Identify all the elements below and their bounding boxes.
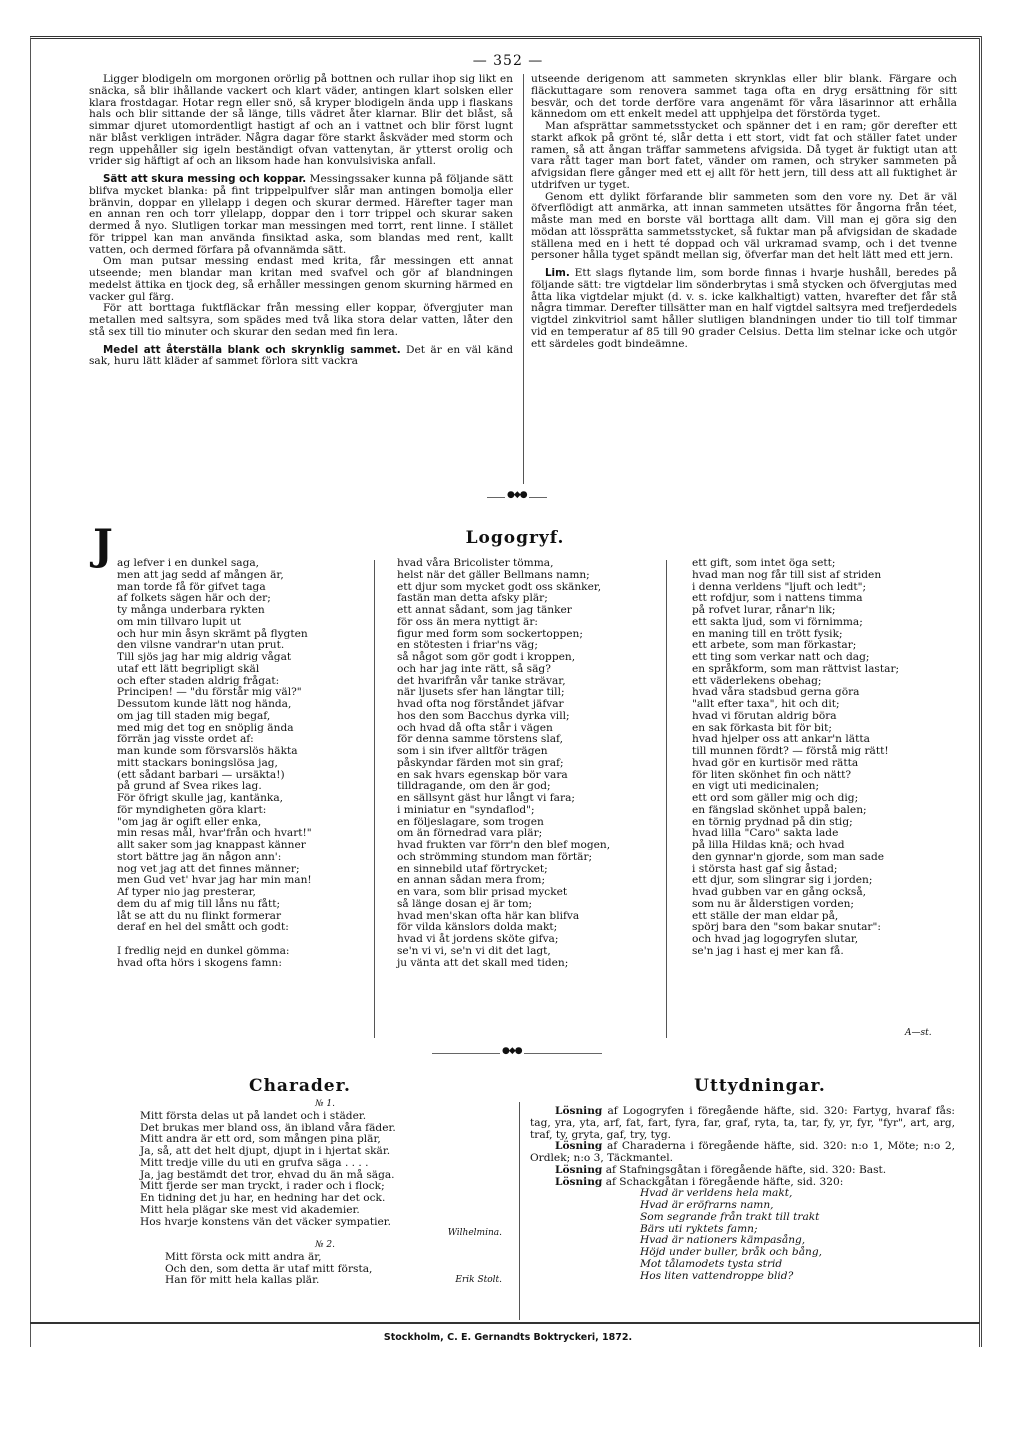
poem-line: ett ord som gäller mig och dig; — [692, 792, 859, 804]
poem-line: förrän jag visste ordet af: — [117, 733, 254, 746]
poem-line: för liten skönhet fin och nätt? — [692, 768, 852, 781]
poem-line: en törnig prydnad på din stig; — [692, 815, 853, 828]
charade-2-lines — [165, 1252, 372, 1287]
poem-divider-2 — [666, 560, 667, 1038]
poem-line: man kunde som försvarslös häkta — [117, 745, 298, 757]
velvet-heading: Medel att återställa blank och skrynklig sammet. — [103, 343, 401, 356]
poem-line: den gynnar'n gjorde, som man sade — [692, 850, 885, 863]
solution-4-head: Lösning — [555, 1175, 603, 1188]
poem-line: hvad vi förutan aldrig böra — [692, 709, 837, 722]
poem-line: en vigt uti medicinalen; — [692, 780, 820, 793]
logogryf-column-3 — [692, 558, 899, 958]
poem-line: som nu är ålderstigen vorden; — [692, 897, 854, 910]
poem-line: och har jag inte rätt, så säg? — [397, 662, 551, 675]
top-right-column — [531, 74, 957, 350]
charader-block — [140, 1099, 510, 1287]
solution-1-text: af Logogryfen i föregående häfte, sid. 320: Fartyg, hvaraf fås: tag, yra, yta, arf, fat, fart, fyra, far, graf, ryta, ta, tar, fy, yr, fyr, "fyr", art, arg, traf, ty, gryta, gaf, try, tyg. — [530, 1105, 955, 1141]
poem-line: ett sakta ljud, som vi förnimma; — [692, 615, 863, 628]
charade-1-signature: Wilhelmina. — [447, 1228, 502, 1239]
verse-line: Höjd under buller, bråk och bång, — [640, 1246, 822, 1258]
solution-logogryf — [530, 1106, 955, 1141]
page-number: — 352 — — [472, 53, 544, 69]
poem-line: och hvad jag logogryfen slutar, — [692, 933, 859, 945]
verse-line: Hvad är nationers kämpasång, — [640, 1234, 806, 1247]
solution-4-text: af Schackgåtan i föregående häfte, sid. 320: — [605, 1175, 844, 1188]
brass-section — [89, 174, 513, 256]
poem-line: för myndigheten göra klart: — [117, 803, 267, 816]
poem-line: se'n jag i hast ej mer kan få. — [692, 944, 844, 957]
charade-line: Ja, jag bestämdt det tror, ehvad du än må säga. — [140, 1168, 395, 1181]
velvet-section — [89, 345, 513, 369]
verse-line: Mot tålamodets tysta strid — [640, 1257, 783, 1270]
poem-line: och hur min åsyn skrämt på flygten — [117, 627, 308, 640]
logogryf-signature: A—st. — [905, 1028, 932, 1038]
poem-line: men att jag sedd af mången är, — [117, 568, 284, 581]
poem-line: en vara, som blir prisad mycket — [397, 886, 568, 898]
poem-line: för vilda känslors dolda makt; — [397, 921, 558, 934]
leech-paragraph: Ligger blodigeln om morgonen orörlig på bottnen och rullar ihop sig likt en snäcka, så blir ihållande vackert och klart väder, antingen klart solsken eller klara frostdagar. Hotar regn eller snö, så kryper blodigeln ända upp i flaskans hals och blir sittande der så länge, tills vädret åter klarnar. Blir det blåst, så simmar djuret utomordentligt hastigt af och an i vattnet och blir först lugnt när blåst verkligen inträder. Några dagar före starkt åskväder med storm och regn uppehåller sig igeln beständigt ofvan vattenytan, är ytterst orolig och vrider sig häftigt af och an liksom hade han konvulsiviska anfall. — [89, 73, 513, 168]
poem-line: fastän man detta afsky plär; — [397, 592, 548, 605]
chess-verse — [530, 1188, 955, 1282]
ornament-1: ●◆● — [507, 490, 527, 500]
poem-line: hvad frukten var förr'n den blef mogen, — [397, 839, 611, 851]
poem-line: ty många underbara rykten — [117, 604, 265, 616]
poem-line: låt se att du nu flinkt formerar — [117, 909, 282, 922]
logogryf-title: Logogryf. — [465, 528, 565, 548]
poem-line: "allt efter taxa", hit och dit; — [692, 698, 840, 710]
charade-line: Mitt fjerde ser man tryckt, i rader och i flock; — [140, 1180, 385, 1193]
poem-line: min resas mål, hvar'från och hvart!" — [117, 827, 312, 840]
poem-line: en sällsynt gäst hur långt vi fara; — [397, 792, 575, 804]
poem-line: en språkform, som man rättvist lastar; — [692, 662, 900, 675]
brass-text-1: Messingssaker kunna på följande sätt blifva mycket blanka: på fint trippelpulfver slår man antingen bomolja eller bränvin, doppar en yllelapp i degen och skurar dermed. Härefter tager man en annan ren och torr yllelapp, doppar den i torr trippel och skurar saken dermed å nyo. Slutligen torkar man messingen med torrt, rent linne. I stället för trippel kan man använda finsiktad aska, som blandas med rent, kallt vatten, och dermed förfara på ofvannämda sätt. — [89, 173, 514, 256]
poem-line: "om jag är ogift eller enka, — [117, 815, 262, 828]
charade-2-label: № 2. — [315, 1240, 335, 1250]
verse-line: Bärs uti ryktets famn; — [640, 1222, 758, 1235]
brass-text-2: Om man putsar messing endast med krita, får messingen ett annat utseende; men blandar man kritan med svafvel och gör af blandningen medelst ättika en tjock deg, så erhåller messingen genom skurning härmed en vacker gul färg. — [89, 255, 513, 303]
solution-1-head: Lösning — [555, 1105, 603, 1117]
verse-line: Hvad är eröfrarns namn, — [640, 1199, 774, 1211]
poem-line: till munnen fördt? — förstå mig rätt! — [692, 745, 889, 757]
poem-line: en sinnebild utaf förtrycket; — [397, 862, 548, 875]
poem-line: hvad våra stadsbud gerna göra — [692, 686, 860, 699]
poem-line: men Gud vet' hvar jag har min man! — [117, 874, 312, 887]
verse-line: Hos liten vattendroppe blid? — [640, 1269, 794, 1282]
solution-3-text: af Stafningsgåtan i föregående häfte, sid. 320: Bast. — [605, 1163, 887, 1176]
poem-line: i miniatur en "syndaflod"; — [397, 803, 535, 816]
solution-2-text: af Charaderna i föregående häfte, sid. 320: n:o 1, Möte; n:o 2, Ordlek; n:o 3, Täckmantel. — [530, 1140, 955, 1164]
printer-imprint: Stockholm, C. E. Gernandts Boktryckeri, 1872. — [383, 1332, 633, 1343]
poem-line: ag lefver i en dunkel saga, — [117, 557, 260, 569]
poem-line: ett gift, som intet öga sett; — [692, 557, 836, 569]
poem-line: så länge dosan ej är tom; — [397, 897, 533, 910]
solutions-block — [530, 1106, 955, 1282]
poem-line: stort bättre jag än någon ann': — [117, 850, 282, 863]
brass-heading: Sätt att skura messing och koppar. — [103, 173, 307, 185]
poem-line: ett djur, som slingrar sig i jorden; — [692, 874, 873, 887]
charade-line: Han för mitt hela kallas plär. — [165, 1274, 320, 1287]
poem-line: en följeslagare, som trogen — [397, 815, 544, 828]
poem-line: (ett sådant barbari — ursäkta!) — [117, 768, 285, 781]
velvet-alternative: Genom ett dylikt förfarande blir sammeten som den vore ny. Det är väl öfverflödigt att anmärka, att innan sammeten utsättes för ångorna från téet, måste man med en borste väl borttaga allt dam. Vill man ej göra sig den mödan att lössprätta sammetsstycket, så fuktar man på afvigsidan de skadade ställena med en i hett té doppad och väl urkramad svamp, och i det tvenne personer hålla tyget spändt mellan sig, öfverfar man det helt lätt med ett jern. — [531, 190, 957, 262]
poem-line — [117, 934, 312, 946]
poem-line: hvad hjelper oss att ankar'n lätta — [692, 733, 870, 746]
glue-text: Ett slags flytande lim, som borde finnas i hvarje hushåll, beredes på följande sätt: tre vigtdelar lim sönderbrytas i små stycken och öfvergjutas med åtta lika vigtdelar mjukt (d. v. s. icke kalkhaltigt) vatten, hvarefter det får stå några timmar. Derefter tillsätter man en half vigtdel saltsyra med trefjerdedels vigtdel zinkvitriol samt håller slutligen blandningen under tio till tolf timmar vid en temperatur af 85 till 90 grader Celsius. Detta lim stelnar icke och utgör ett särdeles godt bindeämne. — [531, 267, 957, 350]
poem-line: på grund af Svea rikes lag. — [117, 780, 262, 793]
charade-line: En tidning det ju har, en hedning har det ock. — [140, 1192, 386, 1204]
uttydningar-title: Uttydningar. — [694, 1076, 826, 1096]
poem-line: helst när det gäller Bellmans namn; — [397, 568, 590, 581]
charader-title: Charader. — [249, 1076, 351, 1096]
poem-line: ett ställe der man eldar på, — [692, 909, 839, 922]
ornament-2: ●◆● — [502, 1046, 522, 1056]
poem-line: hvad men'skan ofta här kan blifva — [397, 909, 580, 922]
poem-line: en stötesten i friar'ns väg; — [397, 639, 538, 652]
poem-line: en annan sådan mera from; — [397, 874, 546, 887]
poem-line: den vilsne vandrar'n utan prut. — [117, 639, 285, 652]
footer-rule — [30, 1322, 980, 1324]
poem-line: i denna verldens "ljuft och ledt"; — [692, 580, 867, 593]
poem-line: se'n vi vi, se'n vi dit det lagt, — [397, 944, 551, 957]
poem-line: Principen! — "du förstår mig väl?" — [117, 686, 302, 699]
poem-line: spörj bara den "som bakar snutar": — [692, 921, 881, 934]
glue-section — [531, 268, 957, 350]
poem-line: med mig det tog en snöplig ända — [117, 721, 294, 734]
poem-line: Af typer nio jag presterar, — [117, 886, 256, 898]
poem-line: mitt stackars boningslösa jag, — [117, 756, 278, 769]
poem-divider-1 — [374, 560, 375, 1038]
poem-line: af folkets sägen här och der; — [117, 592, 271, 605]
poem-line: om min tillvaro lupit ut — [117, 615, 242, 628]
charade-line: Hos hvarje konstens vän det väcker sympatier. — [140, 1215, 392, 1228]
verse-line: Som segrande från trakt till trakt — [640, 1210, 820, 1223]
charade-line: Mitt första ock mitt andra är, — [165, 1250, 322, 1263]
poem-line: utaf ett lätt begripligt skäl — [117, 662, 260, 675]
solution-2-head: Lösning — [555, 1140, 603, 1153]
poem-line: en fängslad skönhet uppå balen; — [692, 803, 867, 816]
top-left-column — [89, 74, 513, 368]
poem-line: hvad ofta hörs i skogens famn: — [117, 956, 282, 969]
charade-2-signature: Erik Stolt. — [455, 1275, 502, 1286]
poem-line: en maning till en trött fysik; — [692, 627, 843, 640]
brass-text-3: För att borttaga fuktfläckar från messing eller koppar, öfvergjuter man metallen med saltsyra, som spädes med två lika stora delar vatten, låter den stå sex till tio minuter och skurar den sedan med fin lera. — [89, 302, 513, 338]
poem-line: hvad ofta nog förståndet jäfvar — [397, 698, 564, 710]
velvet-text: Det är en väl känd sak, huru lätt kläder af sammet förlora sitt vackra — [89, 343, 513, 368]
poem-line: I fredlig nejd en dunkel gömma: — [117, 944, 290, 957]
poem-line: ett djur som mycket godt oss skänker, — [397, 580, 602, 593]
charade-line: Mitt hela plägar ske mest vid akademier. — [140, 1203, 360, 1216]
poem-line: det hvarifrån vår tanke strävar, — [397, 674, 566, 687]
verse-line: Hvad är verldens hela makt, — [640, 1187, 793, 1200]
poem-line: hvad lilla "Caro" sakta lade — [692, 827, 839, 840]
solution-3-head: Lösning — [555, 1163, 603, 1176]
poem-line: och strömming stundom man förtär; — [397, 850, 593, 863]
poem-line: när ljusets sfer han längtar till; — [397, 686, 565, 699]
dropcap: J — [93, 520, 113, 569]
poem-line: ett rofdjur, som i nattens timma — [692, 592, 863, 605]
poem-line: hos den som Bacchus dyrka vill; — [397, 709, 570, 722]
poem-line: hvad vi åt jordens sköte gifva; — [397, 933, 559, 945]
poem-line: om jag till staden mig begaf, — [117, 709, 271, 722]
poem-line: en sak hvars egenskap bör vara — [397, 768, 568, 781]
poem-line: hvad gör en kurtisör med rätta — [692, 756, 859, 769]
charade-line: Mitt tredje ville du uti en grufva säga . . . . — [140, 1156, 369, 1169]
poem-line: dem du af mig till låns nu fått; — [117, 897, 281, 910]
poem-line: som i sin ifver alltför trägen — [397, 745, 548, 757]
poem-line: ett ting som verkar natt och dag; — [692, 651, 870, 663]
poem-line: hvad man nog får till sist af striden — [692, 568, 882, 581]
charade-line: Ja, så, att det helt djupt, djupt in i hjertat skär. — [140, 1145, 391, 1157]
poem-line: man torde få för gifvet taga — [117, 580, 266, 593]
poem-line: och hvad då ofta står i vägen — [397, 721, 553, 734]
poem-line: ett arbete, som man förkastar; — [692, 639, 857, 652]
poem-line: en sak förkasta bit för bit; — [692, 721, 832, 734]
charade-line: Det brukas mer bland oss, än ibland våra fäder. — [140, 1121, 396, 1134]
poem-line: för oss än mera nyttigt är: — [397, 615, 538, 628]
bottom-column-divider — [519, 1102, 520, 1320]
poem-line: påskyndar färden mot sin graf; — [397, 756, 564, 769]
poem-line: figur med form som sockertoppen; — [397, 627, 583, 640]
poem-line: på lilla Hildas knä; och hvad — [692, 839, 845, 851]
solution-charader — [530, 1141, 955, 1165]
logogryf-column-2 — [397, 558, 610, 969]
poem-line: deraf en hel del smått och godt: — [117, 921, 289, 934]
poem-line: För öfrigt skulle jag, kantänka, — [117, 792, 284, 804]
velvet-continued: utseende derigenom att sammeten skrynklas eller blir blank. Färgare och fläckuttagare som renovera sammet taga ofta en dryg ersättning för sitt besvär, och det torde derföre vara angenämt för våra läsarinnor att erhålla kännedom om ett enkelt medel att upphjelpa det förstörda tyget. — [531, 73, 957, 121]
charade-1-label: № 1. — [315, 1099, 335, 1109]
poem-line: ju vänta att det skall med tiden; — [397, 956, 569, 969]
poem-line: hvad våra Bricolister tömma, — [397, 557, 554, 569]
poem-line: tilldragande, om den är god; — [397, 780, 551, 793]
velvet-method: Man afsprättar sammetsstycket och spänner det i en ram; gör derefter ett starkt afkok på grönt té, slår detta i ett stort, vidt fat och ställer fatet under ramen, så att ångan träffar sammetens afvigsida. Då tyget är fuktigt utan att vara rått tager man bort fatet, vänder om ramen, och stryker sammeten på afvigsidan flere gånger med ett ej allt för hett jern, till dess att all fuktighet är utdrifven ur tyget. — [531, 120, 957, 191]
poem-line: nog vet jag att det finnes männer; — [117, 862, 300, 875]
charade-line: Och den, som detta är utaf mitt första, — [165, 1262, 373, 1275]
charade-line: Mitt andra är ett ord, som mången pina plär, — [140, 1133, 381, 1146]
poem-line: för denna samme törstens slaf, — [397, 733, 563, 746]
charade-line: Mitt första delas ut på landet och i städer. — [140, 1109, 367, 1122]
poem-line: allt saker som jag knappast känner — [117, 839, 306, 851]
poem-line: om än förnedrad vara plär; — [397, 827, 543, 840]
poem-line: Till sjös jag har mig aldrig vågat — [117, 651, 292, 663]
poem-line: ett väderlekens obehag; — [692, 674, 822, 687]
top-column-divider — [523, 74, 524, 484]
glue-heading: Lim. — [545, 267, 570, 279]
poem-line: Dessutom kunde lätt nog hända, — [117, 698, 292, 710]
poem-line: på rofvet lurar, rånar'n lik; — [692, 604, 836, 616]
charade-1-lines — [140, 1111, 510, 1229]
poem-line: och efter staden aldrig frågat: — [117, 674, 280, 687]
poem-line: ett annat sådant, som jag tänker — [397, 604, 572, 616]
poem-line: i största hast gaf sig åstad; — [692, 862, 838, 875]
logogryf-column-1 — [117, 558, 312, 969]
poem-line: hvad gubben var en gång också, — [692, 886, 867, 898]
poem-line: så något som gör godt i kroppen, — [397, 651, 576, 663]
